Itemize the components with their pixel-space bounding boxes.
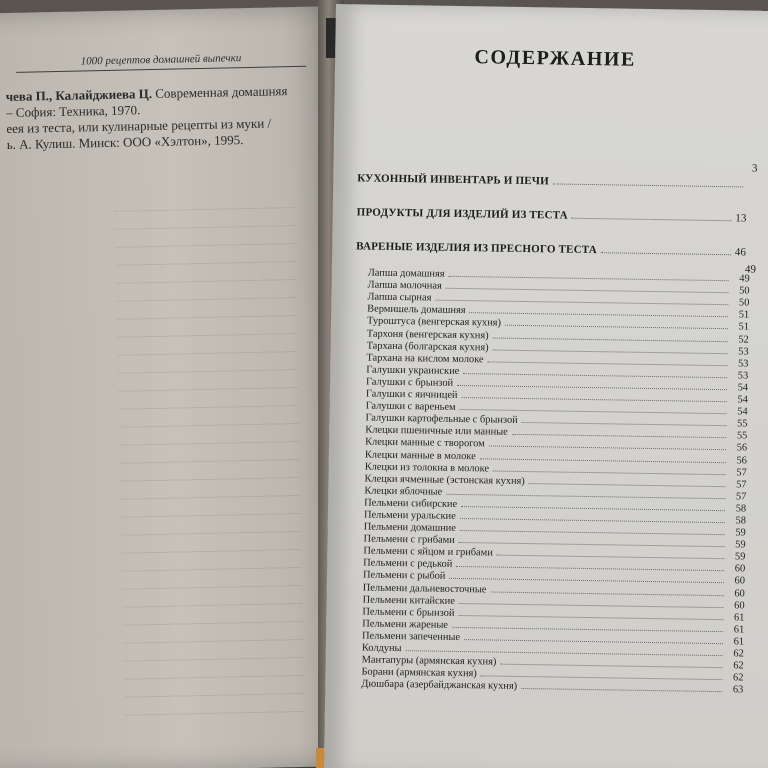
bibliography-authors: чева П., Калайджиева Ц. xyxy=(5,85,153,105)
toc-entry-label: Пельмени дальневосточные xyxy=(362,582,487,595)
toc-entry-page: 62 xyxy=(733,648,744,660)
toc-entry-label: Вермишель домашняя xyxy=(367,303,466,317)
toc-section xyxy=(357,172,747,190)
bibliography-text: – София: Техника, 1970. xyxy=(5,102,141,121)
toc-entry-label: Пельмени с рыбой xyxy=(362,569,446,583)
toc-entry-page: 59 xyxy=(734,551,746,563)
show-through-text xyxy=(114,207,305,731)
toc-entry-label: Клецки пшеничные или манные xyxy=(365,424,508,439)
toc-section-label: КУХОННЫЙ ИНВЕНТАРЬ И ПЕЧИ xyxy=(357,172,549,188)
toc-entry-label: Тархоня (венгерская кухня) xyxy=(366,328,489,342)
toc-entry-label: Галушки с брынзой xyxy=(365,376,454,389)
toc-entry-page: 50 xyxy=(739,285,750,297)
toc-entry-page: 54 xyxy=(737,406,748,418)
toc-entry-page: 61 xyxy=(733,612,745,624)
toc-entry-label: Колдуны xyxy=(361,642,402,655)
toc-entry-page: 60 xyxy=(734,587,745,600)
toc-entry-label: Клецки яблочные xyxy=(364,485,443,498)
toc-entry-page: 56 xyxy=(736,442,748,454)
toc-entry-page: 58 xyxy=(735,503,747,515)
toc-entry-label: Галушки картофельные с брынзой xyxy=(365,412,518,427)
toc-entry-page: 52 xyxy=(738,333,749,346)
toc-entry-label: Пельмени с яйцом и грибами xyxy=(363,545,493,559)
toc-entry-page: 57 xyxy=(735,491,747,503)
dot-leader xyxy=(553,183,743,187)
toc-entry-page: 55 xyxy=(736,418,748,430)
bibliography-text: Современная домашняя xyxy=(151,83,288,101)
toc-section xyxy=(356,240,746,258)
toc-entry-label: Пельмени с редькой xyxy=(363,557,453,571)
toc-entry-page: 62 xyxy=(732,672,744,684)
page-number: 3 xyxy=(751,162,758,175)
toc-section xyxy=(357,206,747,224)
toc-entry-label: Мантапуры (армянская кухня) xyxy=(361,654,497,668)
toc-entry-label: Тархана на кислом молоке xyxy=(366,352,484,366)
toc-entry-label: Пельмени с брынзой xyxy=(362,606,455,619)
dot-leader xyxy=(521,688,722,692)
toc-entry-page: 61 xyxy=(733,636,745,648)
toc-entry-page: 54 xyxy=(737,394,748,406)
toc-entry-label: Дюшбара (азербайджанская кухня) xyxy=(361,678,518,693)
toc-section-label: ВАРЕНЫЕ ИЗДЕЛИЯ ИЗ ПРЕСНОГО ТЕСТА xyxy=(356,240,598,257)
toc-entry-page: 49 xyxy=(739,273,750,285)
toc-entry-page: 60 xyxy=(734,563,746,575)
toc-entry-page: 57 xyxy=(736,466,747,479)
toc-entry-label: Лапша сырная xyxy=(367,291,432,304)
toc-entry-label: Клецки манные с творогом xyxy=(365,436,485,450)
toc-entry-label: Пельмени сибирские xyxy=(364,497,458,510)
toc-entry-page: 62 xyxy=(733,660,744,672)
toc-entry-label: Пельмени с грибами xyxy=(363,533,455,547)
toc-entry-page: 56 xyxy=(736,454,747,467)
toc-entry-label: Лапша домашняя xyxy=(367,267,445,280)
toc-section-label: ПРОДУКТЫ ДЛЯ ИЗДЕЛИЙ ИЗ ТЕСТА xyxy=(356,206,568,222)
running-header: 1000 рецептов домашней выпечки xyxy=(16,51,306,73)
toc-title: СОДЕРЖАНИЕ xyxy=(474,46,636,71)
right-page xyxy=(324,4,768,768)
toc-entry-page: 59 xyxy=(735,539,746,551)
bibliography-text: еея из теста, или кулинарные рецепты из муки / xyxy=(6,115,272,137)
toc-entry-label: Пельмени жареные xyxy=(362,618,449,631)
left-page xyxy=(0,6,356,768)
toc-entry-label: Туроштуса (венгерская кухня) xyxy=(366,315,502,330)
toc-entry-page: 50 xyxy=(738,297,750,309)
toc-entry-page: 54 xyxy=(737,382,749,394)
toc-entry-label: Пельмени китайские xyxy=(362,594,455,607)
toc-entry-page: 53 xyxy=(737,370,749,382)
dot-leader xyxy=(601,252,731,255)
toc-entry-label: Пельмени уральские xyxy=(363,509,456,522)
toc-entry-label: Пельмени запеченные xyxy=(361,630,461,643)
toc-entry-label: Клецки из толокна в молоке xyxy=(364,461,490,475)
toc-entry-label: Тархана (болгарская кухня) xyxy=(366,340,489,354)
toc-page: 13 xyxy=(735,212,747,225)
bibliography xyxy=(6,83,307,153)
toc-entry-page: 53 xyxy=(737,358,749,370)
toc-entry-page: 55 xyxy=(736,430,748,442)
toc-entry-label: Галушки украинские xyxy=(366,364,460,377)
page-number: 49 xyxy=(744,263,756,276)
toc-entry-page: 59 xyxy=(735,527,746,539)
toc-entry-page: 57 xyxy=(736,479,747,491)
dot-leader xyxy=(572,218,731,222)
toc-entry-label: Галушки с яичницей xyxy=(365,388,458,401)
toc-entry-label: Борани (армянская кухня) xyxy=(361,666,477,680)
toc-entry-page: 60 xyxy=(734,599,745,612)
toc-entry-label: Пельмени домашние xyxy=(363,521,456,535)
toc-entry-page: 61 xyxy=(733,624,745,636)
toc-entry-page: 51 xyxy=(738,321,750,333)
bibliography-text: ь. А. Кулиш. Минск: ООО «Хэлтон», 1995. xyxy=(6,132,244,153)
toc-entry-page: 51 xyxy=(738,309,750,321)
toc-entries xyxy=(361,267,750,696)
toc-entry-page: 60 xyxy=(734,575,746,587)
toc-entry-label: Клецки ячменные (эстонская кухня) xyxy=(364,473,525,487)
toc-entry-page: 58 xyxy=(735,515,747,527)
toc-entry-label: Галушки с вареньем xyxy=(365,400,456,414)
toc-entry-label: Лапша молочная xyxy=(367,279,442,292)
toc-page: 46 xyxy=(734,246,747,259)
toc-entry-label: Клецки манные в молоке xyxy=(364,449,476,462)
toc-entry-page: 63 xyxy=(732,684,744,696)
toc-entry-page: 53 xyxy=(738,346,749,358)
